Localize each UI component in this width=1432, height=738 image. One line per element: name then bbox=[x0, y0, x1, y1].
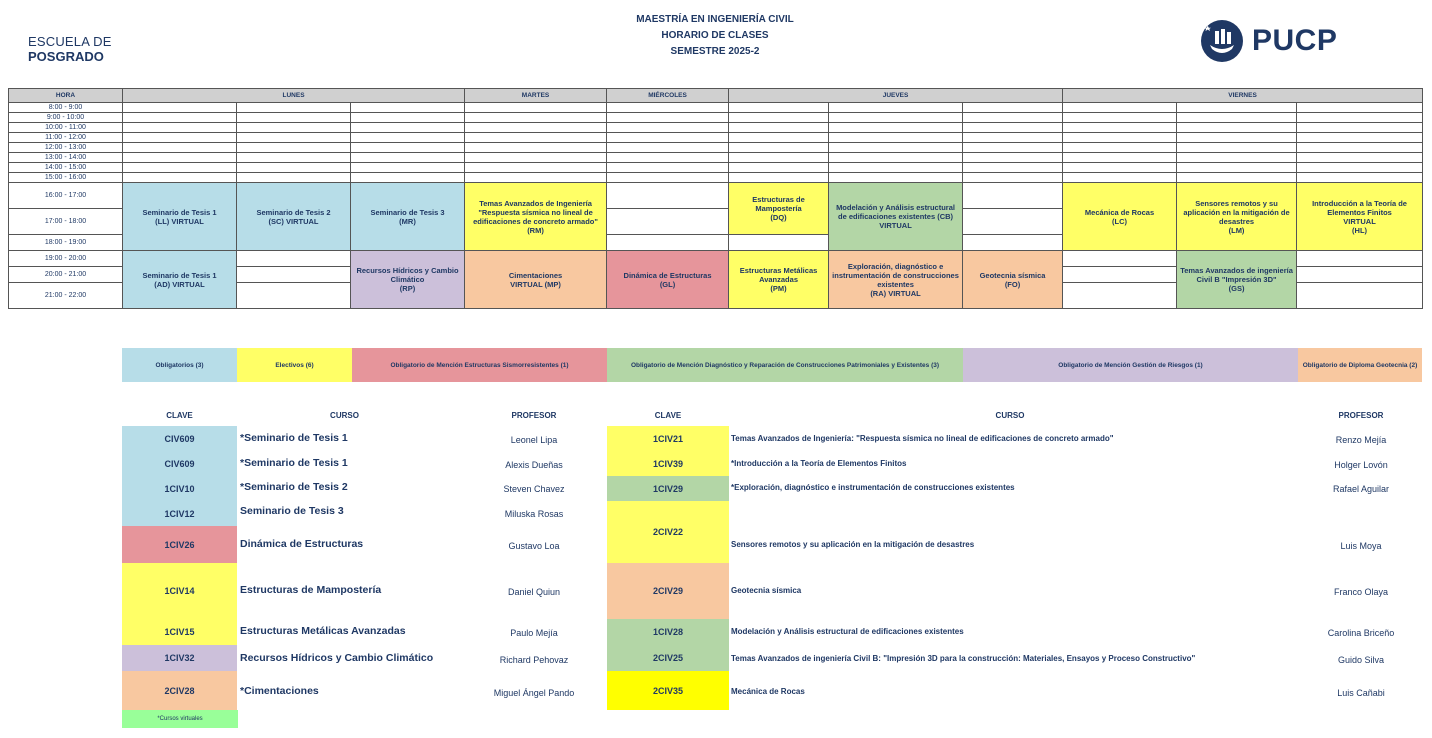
course-professor: Daniel Quiun bbox=[507, 587, 561, 597]
course-professor: Franco Olaya bbox=[1333, 587, 1389, 597]
school-line1: ESCUELA DE bbox=[28, 34, 112, 49]
course-key: CIV609 bbox=[122, 426, 237, 451]
hour-cell: 18:00 - 19:00 bbox=[9, 235, 123, 251]
course-professor: Leonel Lipa bbox=[510, 435, 558, 445]
legend-mencion-diagnostico: Obligatorio de Mención Diagnóstico y Reparación de Construcciones Patrimoniales y Existentes (3) bbox=[607, 348, 963, 382]
header-curso-left: CURSO bbox=[330, 411, 359, 420]
course-name: Temas Avanzados de Ingeniería: "Respuesta sísmica no lineal de edificaciones de concreto armado" bbox=[731, 434, 1114, 443]
course-name: *Seminario de Tesis 2 bbox=[240, 481, 348, 493]
course-name: *Cimentaciones bbox=[240, 685, 319, 697]
course-professor: Luis Moya bbox=[1340, 541, 1382, 551]
school-line2: POSGRADO bbox=[28, 49, 104, 64]
legend-diploma-geotecnia: Obligatorio de Diploma Geotecnia (2) bbox=[1298, 348, 1422, 382]
class-mecanica-rocas: Mecánica de Rocas (LC) bbox=[1063, 183, 1177, 251]
title-program: MAESTRÍA EN INGENIERÍA CIVIL bbox=[636, 14, 794, 25]
course-key: 2CIV29 bbox=[607, 563, 729, 619]
course-key: 1CIV21 bbox=[607, 426, 729, 451]
hour-cell: 19:00 - 20:00 bbox=[9, 251, 123, 267]
course-key: CIV609 bbox=[122, 451, 237, 476]
course-name: *Exploración, diagnóstico e instrumentación de construcciones existentes bbox=[731, 483, 1015, 492]
course-professor: Miguel Ángel Pando bbox=[493, 688, 575, 698]
course-professor: Luis Cañabi bbox=[1337, 688, 1385, 698]
header-clave-left: CLAVE bbox=[166, 411, 193, 420]
course-name: Estructuras Metálicas Avanzadas bbox=[240, 625, 406, 637]
course-key: 1CIV32 bbox=[122, 645, 237, 671]
class-exploracion-diagnostico: Exploración, diagnóstico e instrumentación de construcciones existentes (RA) VIRTUAL bbox=[829, 251, 963, 309]
course-name: Geotecnia sísmica bbox=[731, 586, 802, 595]
course-professor: Guido Silva bbox=[1337, 655, 1385, 665]
col-miercoles: MIÉRCOLES bbox=[607, 89, 729, 103]
class-estructuras-metalicas: Estructuras Metálicas Avanzadas (PM) bbox=[729, 251, 829, 309]
class-impresion-3d: Temas Avanzados de ingeniería Civil B "Impresión 3D" (GS) bbox=[1177, 251, 1297, 309]
course-key: 1CIV10 bbox=[122, 476, 237, 501]
legend-mencion-gestion-riesgos: Obligatorio de Mención Gestión de Riesgos (1) bbox=[963, 348, 1298, 382]
legend-mencion-sismorresistentes: Obligatorio de Mención Estructuras Sismorresistentes (1) bbox=[352, 348, 607, 382]
class-seminario-tesis-1-ad: Seminario de Tesis 1 (AD) VIRTUAL bbox=[123, 251, 237, 309]
hour-cell: 17:00 - 18:00 bbox=[9, 209, 123, 235]
course-professor: Steven Chavez bbox=[503, 484, 565, 494]
course-name: *Seminario de Tesis 1 bbox=[240, 457, 348, 469]
course-key: 2CIV28 bbox=[122, 671, 237, 710]
class-seminario-tesis-2-sc: Seminario de Tesis 2 (SC) VIRTUAL bbox=[237, 183, 351, 251]
hour-cell: 12:00 - 13:00 bbox=[9, 143, 123, 153]
class-cimentaciones: Cimentaciones VIRTUAL (MP) bbox=[465, 251, 607, 309]
col-lunes: LUNES bbox=[123, 89, 465, 103]
hour-cell: 16:00 - 17:00 bbox=[9, 183, 123, 209]
course-key: 2CIV35 bbox=[607, 671, 729, 710]
course-key: 1CIV14 bbox=[122, 563, 237, 619]
hour-cell: 11:00 - 12:00 bbox=[9, 133, 123, 143]
course-key: 1CIV26 bbox=[122, 526, 237, 563]
col-jueves: JUEVES bbox=[729, 89, 1063, 103]
course-professor: Richard Pehovaz bbox=[499, 655, 569, 665]
class-seminario-tesis-3-mr: Seminario de Tesis 3 (MR) bbox=[351, 183, 465, 251]
course-name: Seminario de Tesis 3 bbox=[240, 505, 344, 517]
course-name: Modelación y Análisis estructural de edificaciones existentes bbox=[731, 627, 964, 636]
class-dinamica-estructuras: Dinámica de Estructuras (GL) bbox=[607, 251, 729, 309]
course-key: 2CIV22 bbox=[607, 501, 729, 563]
header-clave-right: CLAVE bbox=[654, 411, 682, 420]
course-name: Temas Avanzados de ingeniería Civil B: "Impresión 3D para la construcción: Materiales, Ensayos y Proceso Constructivo" bbox=[731, 654, 1196, 663]
course-key: 1CIV28 bbox=[607, 619, 729, 645]
col-hora: HORA bbox=[9, 89, 123, 103]
header-curso-right: CURSO bbox=[995, 411, 1025, 420]
hour-cell: 10:00 - 11:00 bbox=[9, 123, 123, 133]
class-recursos-hidricos: Recursos Hídricos y Cambio Climático (RP) bbox=[351, 251, 465, 309]
hour-cell: 20:00 - 21:00 bbox=[9, 267, 123, 283]
course-professor: Holger Lovón bbox=[1334, 460, 1388, 470]
class-seminario-tesis-1-ll: Seminario de Tesis 1 (LL) VIRTUAL bbox=[123, 183, 237, 251]
logo-text: PUCP bbox=[1252, 24, 1338, 57]
title-semester: SEMESTRE 2025-2 bbox=[670, 46, 760, 57]
class-estructuras-mamposteria: Estructuras de Mampostería (DQ) bbox=[729, 183, 829, 235]
course-professor: Paulo Mejía bbox=[510, 628, 558, 638]
hour-cell: 15:00 - 16:00 bbox=[9, 173, 123, 183]
course-name: *Seminario de Tesis 1 bbox=[240, 432, 348, 444]
schedule-header-row bbox=[9, 89, 1423, 103]
course-name: Mecánica de Rocas bbox=[731, 687, 805, 696]
header-profesor-right: PROFESOR bbox=[1338, 411, 1384, 420]
course-name: Sensores remotos y su aplicación en la mitigación de desastres bbox=[731, 540, 975, 549]
hour-cell: 14:00 - 15:00 bbox=[9, 163, 123, 173]
virtual-courses-note: *Cursos virtuales bbox=[122, 710, 238, 728]
col-viernes: VIERNES bbox=[1063, 89, 1423, 103]
class-temas-avanzados-rm: Temas Avanzados de Ingeniería "Respuesta sísmica no lineal de edificaciones de concreto armado" (RM) bbox=[465, 183, 607, 251]
col-martes: MARTES bbox=[465, 89, 607, 103]
class-geotecnia-sismica: Geotecnia sísmica (FO) bbox=[963, 251, 1063, 309]
school-name bbox=[28, 34, 112, 64]
course-professor: Gustavo Loa bbox=[508, 541, 560, 551]
course-name: Recursos Hídricos y Cambio Climático bbox=[240, 652, 434, 664]
course-professor: Carolina Briceño bbox=[1327, 628, 1395, 638]
course-name: Estructuras de Mampostería bbox=[240, 584, 382, 596]
legend-electivos: Electivos (6) bbox=[237, 348, 352, 382]
course-professor: Miluska Rosas bbox=[504, 509, 564, 519]
course-key: 1CIV29 bbox=[607, 476, 729, 501]
course-professor: Renzo Mejía bbox=[1335, 435, 1387, 445]
legend-obligatorios: Obligatorios (3) bbox=[122, 348, 237, 382]
schedule-table bbox=[8, 88, 1423, 309]
course-key: 2CIV25 bbox=[607, 645, 729, 671]
page-title bbox=[560, 12, 870, 60]
class-elementos-finitos: Introducción a la Teoría de Elementos Finitos VIRTUAL (HL) bbox=[1297, 183, 1423, 251]
header-profesor-left: PROFESOR bbox=[511, 411, 557, 420]
hour-cell: 9:00 - 10:00 bbox=[9, 113, 123, 123]
hour-cell: 13:00 - 14:00 bbox=[9, 153, 123, 163]
hour-cell: 8:00 - 9:00 bbox=[9, 103, 123, 113]
course-key: 1CIV39 bbox=[607, 451, 729, 476]
course-key: 1CIV15 bbox=[122, 619, 237, 645]
course-professor: Alexis Dueñas bbox=[505, 460, 563, 470]
course-name: *Introducción a la Teoría de Elementos Finitos bbox=[731, 459, 907, 468]
course-professor: Rafael Aguilar bbox=[1332, 484, 1390, 494]
pucp-logo bbox=[1200, 18, 1370, 64]
class-modelacion-analisis: Modelación y Análisis estructural de edificaciones existentes (CB) VIRTUAL bbox=[829, 183, 963, 251]
pucp-shield-icon bbox=[1200, 19, 1244, 63]
course-key: 1CIV12 bbox=[122, 501, 237, 526]
title-schedule: HORARIO DE CLASES bbox=[661, 30, 769, 41]
class-sensores-remotos: Sensores remotos y su aplicación en la mitigación de desastres (LM) bbox=[1177, 183, 1297, 251]
course-name: Dinámica de Estructuras bbox=[240, 538, 364, 550]
hour-cell: 21:00 - 22:00 bbox=[9, 283, 123, 309]
